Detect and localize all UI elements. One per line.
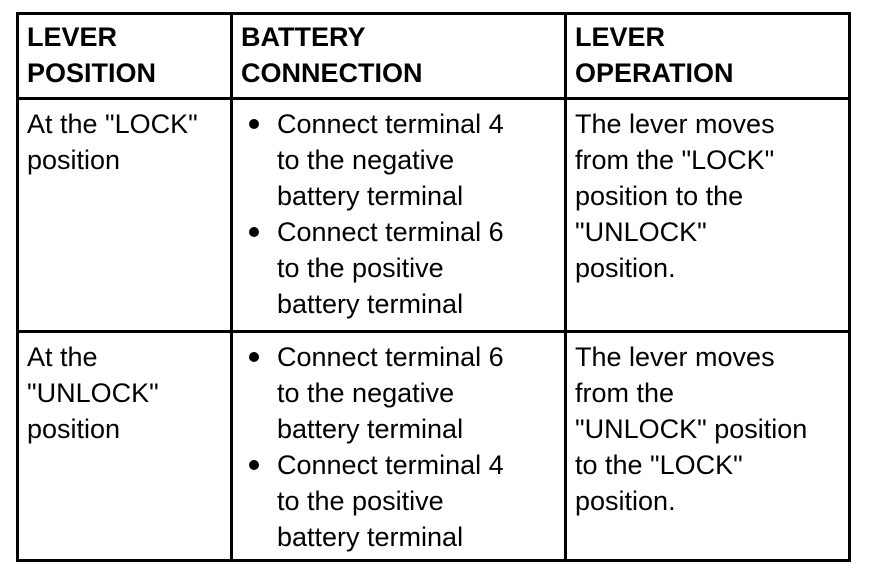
header-lever-operation [566, 14, 850, 99]
cell-lever-position [18, 99, 232, 332]
header-lever-operation-label: LEVER OPERATION [575, 22, 734, 88]
connection-text: Connect terminal 4 to the positive battery terminal [277, 450, 504, 552]
cell-lever-operation [566, 99, 850, 332]
connection-list [241, 106, 556, 322]
lever-operation-text: The lever moves from the "LOCK" position to the "UNLOCK" position. [575, 109, 775, 283]
connection-text: Connect terminal 6 to the positive battery terminal [277, 217, 504, 319]
header-battery-connection [232, 14, 566, 99]
table-row [18, 99, 850, 332]
header-lever-position [18, 14, 232, 99]
cell-battery-connection [232, 99, 566, 332]
connection-text: Connect terminal 4 to the negative battery terminal [277, 109, 504, 211]
lever-operation-text: The lever moves from the "UNLOCK" position to the "LOCK" position. [575, 342, 808, 516]
header-lever-position-label: LEVER POSITION [27, 22, 157, 88]
list-item [241, 339, 556, 447]
table-header-row [18, 14, 850, 99]
table-row [18, 332, 850, 561]
lever-position-text: At the "LOCK" position [27, 109, 198, 175]
list-item [241, 447, 556, 555]
header-battery-connection-label: BATTERY CONNECTION [241, 22, 423, 88]
list-item [241, 106, 556, 214]
cell-battery-connection [232, 332, 566, 561]
lever-battery-table [16, 12, 851, 562]
connection-text: Connect terminal 6 to the negative battery terminal [277, 342, 504, 444]
list-item [241, 214, 556, 322]
lever-position-text: At the "UNLOCK" position [27, 342, 159, 444]
connection-list [241, 339, 556, 555]
cell-lever-position [18, 332, 232, 561]
cell-lever-operation [566, 332, 850, 561]
